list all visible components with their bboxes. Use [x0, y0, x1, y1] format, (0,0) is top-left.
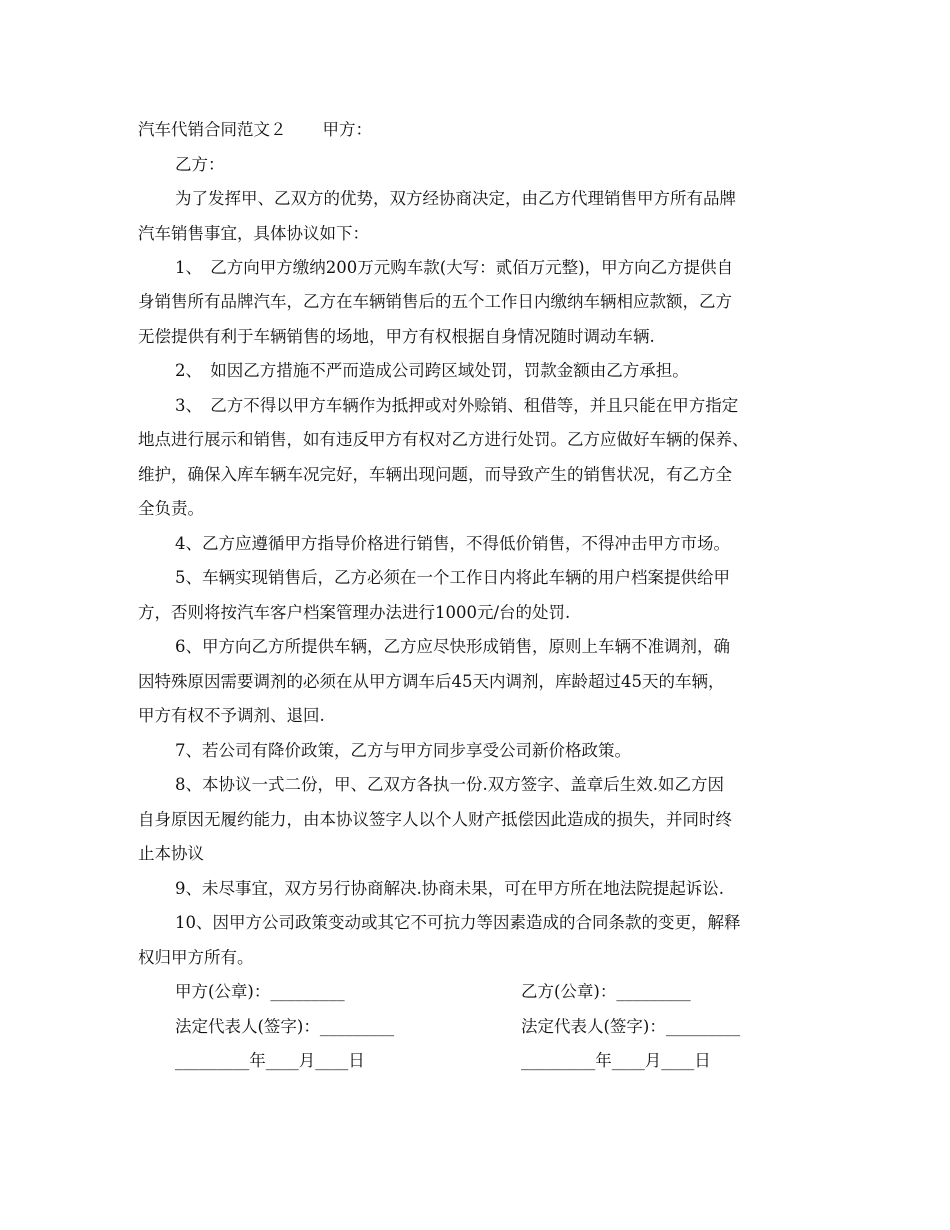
clause-8-line: 止本协议 — [138, 844, 204, 863]
clause-1-line: 1、 乙方向甲方缴纳200万元购车款(大写：贰佰万元整)，甲方向乙方提供自 — [175, 258, 734, 277]
intro-line: 为了发挥甲、乙双方的优势，双方经协商决定，由乙方代理销售甲方所有品牌 — [175, 189, 736, 208]
clause-6-line: 甲方有权不予调剂、退回. — [138, 706, 325, 725]
party-b-representative-line: 法定代表人(签字)：_________ — [521, 1017, 741, 1036]
document-title-line — [138, 118, 372, 142]
clause-1-line: 无偿提供有利于车辆销售的场地，甲方有权根据自身情况随时调动车辆. — [138, 327, 655, 346]
clause-3-line: 维护，确保入库车辆车况完好，车辆出现问题，而导致产生的销售状况，有乙方全 — [138, 465, 732, 484]
intro-line: 汽车销售事宜，具体协议如下： — [138, 224, 369, 243]
party-a-representative-line: 法定代表人(签字)：_________ — [175, 1017, 395, 1036]
clause-6-line: 6、甲方向乙方所提供车辆，乙方应尽快形成销售，原则上车辆不准调剂，确 — [175, 637, 730, 656]
clause-4-line: 4、乙方应遵循甲方指导价格进行销售，不得低价销售，不得冲击甲方市场。 — [175, 534, 730, 553]
clause-3-line: 全负责。 — [138, 499, 204, 518]
clause-8-line: 自身原因无履约能力，由本协议签字人以个人财产抵偿因此造成的损失，并同时终 — [138, 810, 732, 829]
clause-5-line: 方，否则将按汽车客户档案管理办法进行1000元/台的处罚. — [138, 603, 571, 622]
party-a-seal-line: 甲方(公章)：_________ — [175, 982, 345, 1001]
party-b-label: 乙方： — [175, 155, 225, 174]
party-a-label: 甲方： — [322, 120, 372, 139]
clause-10-line: 10、因甲方公司政策变动或其它不可抗力等因素造成的合同条款的变更，解释 — [175, 913, 741, 932]
party-b-seal-line: 乙方(公章)：_________ — [521, 982, 691, 1001]
clause-10-line: 权归甲方所有。 — [138, 948, 254, 967]
clause-5-line: 5、车辆实现销售后，乙方必须在一个工作日内将此车辆的用户档案提供给甲 — [175, 568, 730, 587]
party-b-date-line: _________年____月____日 — [521, 1051, 711, 1070]
party-a-date-line: _________年____月____日 — [175, 1051, 365, 1070]
clause-8-line: 8、本协议一式二份，甲、乙双方各执一份.双方签字、盖章后生效.如乙方因 — [175, 775, 724, 794]
clause-7-line: 7、若公司有降价政策，乙方与甲方同步享受公司新价格政策。 — [175, 741, 631, 760]
clause-1-line: 身销售所有品牌汽车，乙方在车辆销售后的五个工作日内缴纳车辆相应款额，乙方 — [138, 292, 732, 311]
clause-9-line: 9、未尽事宜，双方另行协商解决.协商未果，可在甲方所在地法院提起诉讼. — [175, 879, 724, 898]
clause-3-line: 3、 乙方不得以甲方车辆作为抵押或对外赊销、租借等，并且只能在甲方指定 — [175, 396, 739, 415]
clause-6-line: 因特殊原因需要调剂的必须在从甲方调车后45天内调剂，库龄超过45天的车辆， — [138, 672, 725, 691]
clause-2-line: 2、 如因乙方措施不严而造成公司跨区域处罚，罚款金额由乙方承担。 — [175, 361, 689, 380]
document-title: 汽车代销合同范文２ — [138, 120, 287, 139]
clause-3-line: 地点进行展示和销售，如有违反甲方有权对乙方进行处罚。乙方应做好车辆的保养、 — [138, 430, 749, 449]
